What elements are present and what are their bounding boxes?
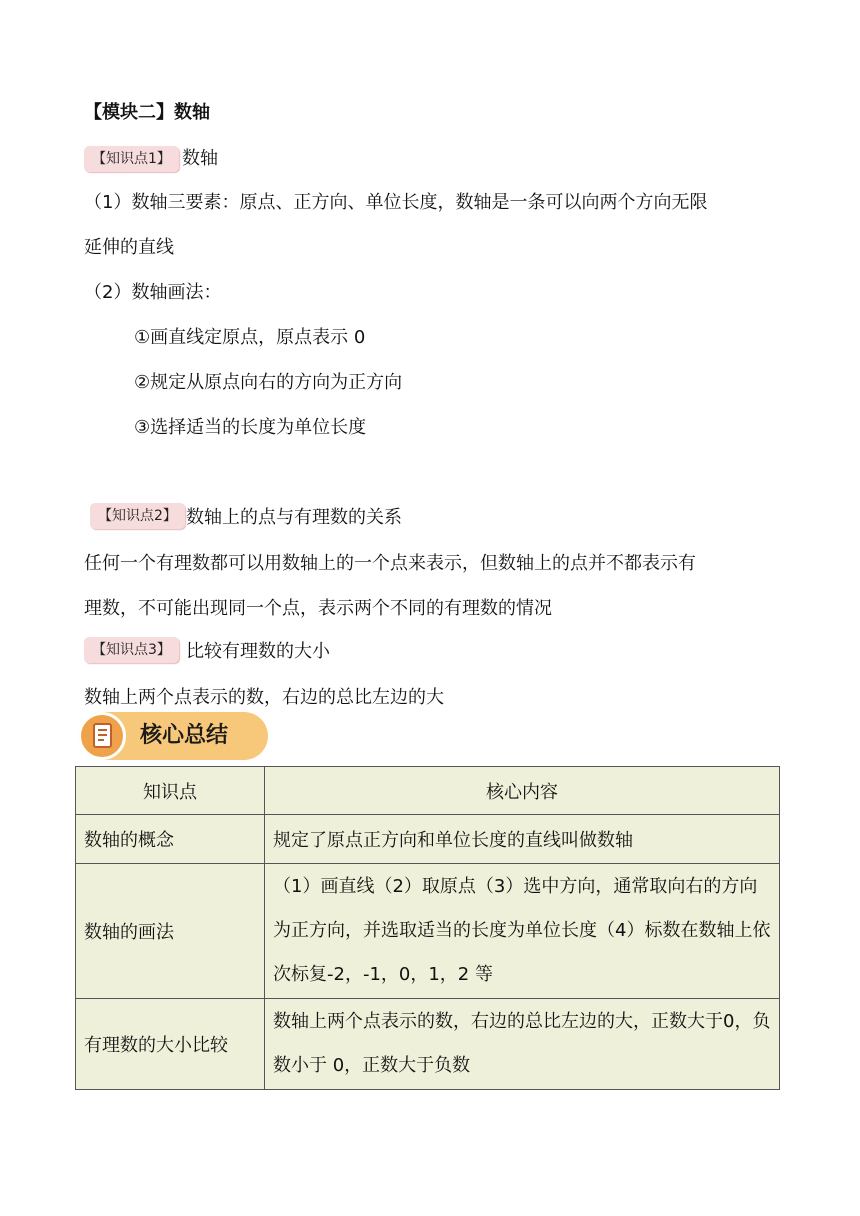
summary-title: 核心总结 (140, 723, 229, 748)
row-point: 数轴的画法 (76, 864, 265, 999)
knowledge-badge-1: 【知识点1】 (84, 146, 179, 172)
knowledge-badge-3: 【知识点3】 (84, 637, 179, 663)
kp3-line1: 数轴上两个点表示的数，右边的总比左边的大 (84, 687, 444, 708)
row-content: 数轴上两个点表示的数，右边的总比左边的大，正数大于0，负数小于 0，正数大于负数 (265, 999, 780, 1090)
kp2-line2: 理数，不可能出现同一个点，表示两个不同的有理数的情况 (84, 598, 552, 619)
kp1-item1-line1: （1）数轴三要素：原点、正方向、单位长度，数轴是一条可以向两个方向无限 (84, 192, 708, 213)
row-content: （1）画直线（2）取原点（3）选中方向，通常取向右的方向为正方向，并选取适当的长度为单位长度（4）标数在数轴上依次标复-2，-1，0，1，2 等 (265, 864, 780, 999)
table-row (76, 815, 780, 864)
table-row (76, 999, 780, 1090)
kp1-step-2: ②规定从原点向右的方向为正方向 (134, 372, 403, 393)
kp1-item1-line2: 延伸的直线 (84, 237, 174, 258)
notebook-icon (78, 712, 126, 760)
table-row (76, 864, 780, 999)
kp1-item2: （2）数轴画法： (84, 282, 222, 303)
kp2-line1: 任何一个有理数都可以用数轴上的一个点来表示，但数轴上的点并不都表示有 (84, 553, 696, 574)
row-point: 数轴的概念 (76, 815, 265, 864)
summary-table (75, 766, 780, 1090)
kp2-title: 数轴上的点与有理数的关系 (186, 507, 402, 528)
row-content: 规定了原点正方向和单位长度的直线叫做数轴 (265, 815, 780, 864)
table-header-row (76, 767, 780, 815)
kp1-title: 数轴 (182, 148, 218, 169)
row-point: 有理数的大小比较 (76, 999, 265, 1090)
summary-banner (78, 712, 268, 760)
kp1-step-1: ①画直线定原点，原点表示 0 (134, 327, 366, 348)
knowledge-badge-2: 【知识点2】 (90, 503, 185, 529)
kp3-title: 比较有理数的大小 (186, 641, 330, 662)
kp1-step-3: ③选择适当的长度为单位长度 (134, 417, 367, 438)
module-title: 【模块二】数轴 (84, 102, 210, 123)
header-knowledge-point: 知识点 (76, 767, 265, 815)
header-core-content: 核心内容 (265, 767, 780, 815)
